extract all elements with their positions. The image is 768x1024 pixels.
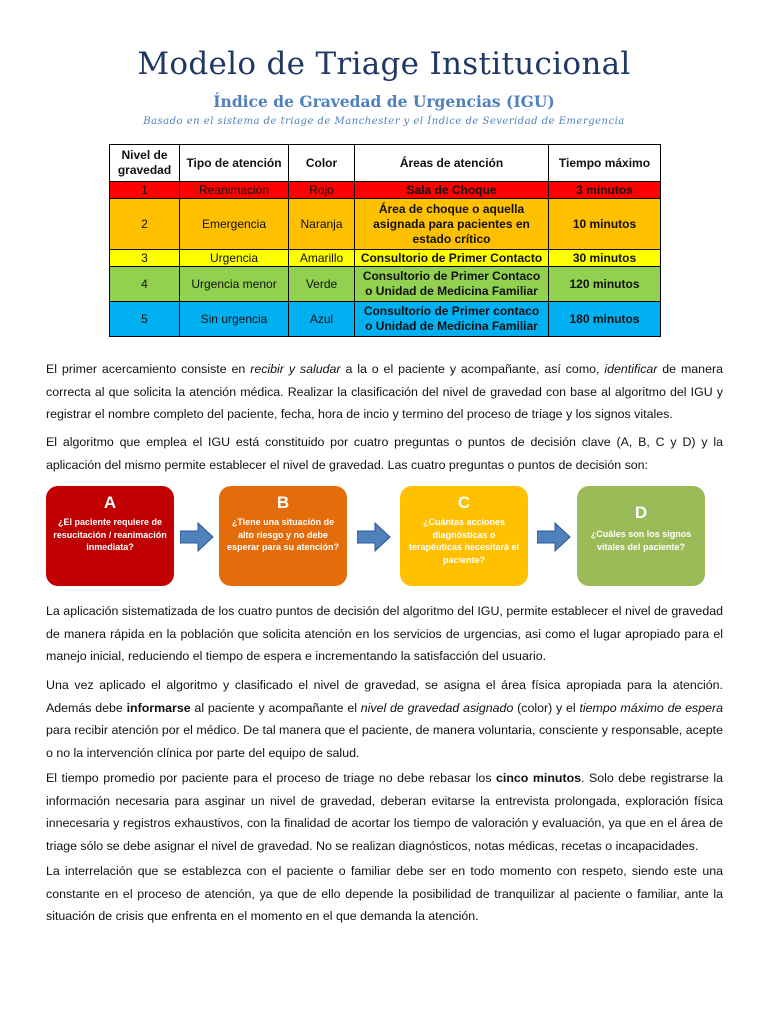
page-subtitle: Índice de Gravedad de Urgencias (IGU) [213, 92, 555, 111]
cell-tipo: Urgencia [180, 250, 289, 267]
table-row [110, 267, 661, 302]
cell-color: Amarillo [289, 250, 355, 267]
cell-tiempo: 120 minutos [549, 267, 661, 302]
paragraph-1: El primer acercamiento consiste en recibir y saludar a la o el paciente y acompañante, así como, identificar de manera correcta al que solicita la atención médica. Realizar la clasificación del nivel de gravedad con base al algoritmo del IGU y registrar el nombre completo del paciente, fecha, hora de incio y termino del proceso de triage y los signos vitales. [46, 362, 723, 421]
cell-color: Azul [289, 302, 355, 337]
paragraph-2: El algoritmo que emplea el IGU está constituido por cuatro preguntas o puntos de decisión clave (A, B, C y D) y la aplicación del mismo permite establecer el nivel de gravedad. Las cuatro preguntas o puntos de decisión son: [46, 435, 723, 472]
cell-nivel: 3 [110, 250, 180, 267]
cell-tipo: Urgencia menor [180, 267, 289, 302]
cell-tipo: Reanimación [180, 182, 289, 199]
header-nivel: Nivel de gravedad [110, 145, 180, 182]
cell-tiempo: 3 minutos [549, 182, 661, 199]
decision-question: ¿Tiene una situación de alto riesgo y no debe esperar para su atención? [226, 517, 340, 552]
decision-letter: A [103, 493, 117, 512]
cell-tiempo: 10 minutos [549, 199, 661, 250]
cell-nivel: 2 [110, 199, 180, 250]
decision-box-d [577, 486, 705, 586]
header-tipo: Tipo de atención [180, 145, 289, 182]
decision-letter: C [457, 493, 471, 512]
table-row [110, 182, 661, 199]
decision-question: ¿Cuáles son los signos vitales del paciente? [590, 529, 692, 552]
paragraph-5: El tiempo promedio por paciente para el proceso de triage no debe rebasar los cinco minutos. Solo debe registrarse la información necesaria para asginar un nivel de gravedad, deberan evitarse la entrevista prolongada, exploración física innecesaria y registros exhaustivos, con la finalidad de acortar los tiempo de valoración y evaluación, ya que en el área de triage sólo se debe asignar el nivel de gravedad. No se realizan diagnósticos, notas médicas, recetas o incapacidades. [46, 771, 724, 853]
page-title: Modelo de Triage Institucional [137, 46, 631, 82]
decision-box-a [46, 486, 174, 586]
right-arrow-icon [180, 522, 214, 552]
cell-area: Consultorio de Primer contaco o Unidad de Medicina Familiar [355, 302, 549, 337]
cell-color: Verde [289, 267, 355, 302]
decision-letter: D [634, 503, 648, 522]
cell-color: Naranja [289, 199, 355, 250]
cell-area: Área de choque o aquella asignada para pacientes en estado crítico [355, 199, 549, 250]
cell-nivel: 5 [110, 302, 180, 337]
paragraph-4: Una vez aplicado el algoritmo y clasificado el nivel de gravedad, se asigna el área física apropiada para la atención. Además debe informarse al paciente y acompañante el nivel de gravedad asignado (color) y el tiempo máximo de espera para recibir atención por el médico. De tal manera que el paciente, de manera voluntaria, consciente y responsable, acepte o no la intervención clínica por parte del equipo de salud. [46, 678, 724, 760]
cell-nivel: 1 [110, 182, 180, 199]
cell-tiempo: 180 minutos [549, 302, 661, 337]
table-header-row [110, 145, 661, 182]
paragraph-3: La aplicación sistematizada de los cuatro puntos de decisión del algoritmo del IGU, permite establecer el nivel de gravedad de manera rápida en la población que solicita atención en los servicios de urgencias, asi como el lugar apropiado para el manejo inicial, reduciendo el tiempo de espera e incrementando la satisfacción del usuario. [46, 604, 723, 663]
decision-letter: B [276, 493, 290, 512]
decision-flow [46, 486, 724, 590]
cell-color: Rojo [289, 182, 355, 199]
triage-table [109, 144, 661, 337]
cell-area: Sala de Choque [355, 182, 549, 199]
cell-area: Consultorio de Primer Contacto [355, 250, 549, 267]
decision-question: ¿Cuántas acciones diagnósticas o terapéuticas necesitará el paciente? [408, 517, 520, 565]
table-row [110, 302, 661, 337]
cell-area: Consultorio de Primer Contaco o Unidad de Medicina Familiar [355, 267, 549, 302]
decision-box-c [400, 486, 528, 586]
table-row [110, 250, 661, 267]
right-arrow-icon [537, 522, 571, 552]
cell-tipo: Sin urgencia [180, 302, 289, 337]
page-caption: Basado en el sistema de triage de Manchester y el Índice de Severidad de Emergencia [143, 116, 625, 127]
cell-tipo: Emergencia [180, 199, 289, 250]
header-areas: Áreas de atención [355, 145, 549, 182]
decision-question: ¿El paciente requiere de resucitación / reanimación inmediata? [53, 517, 167, 552]
cell-nivel: 4 [110, 267, 180, 302]
right-arrow-icon [357, 522, 391, 552]
table-row [110, 199, 661, 250]
cell-tiempo: 30 minutos [549, 250, 661, 267]
paragraph-6: La interrelación que se establezca con el paciente o familiar debe ser en todo momento con respeto, siendo este una constante en el proceso de atención, ya que de ello depende la posibilidad de tranquilizar al paciente o familiar, ante la situación de crisis que enfrenta en el momento en el que demanda la atención. [46, 864, 723, 923]
decision-box-b [219, 486, 347, 586]
header-tiempo: Tiempo máximo [549, 145, 661, 182]
header-color: Color [289, 145, 355, 182]
